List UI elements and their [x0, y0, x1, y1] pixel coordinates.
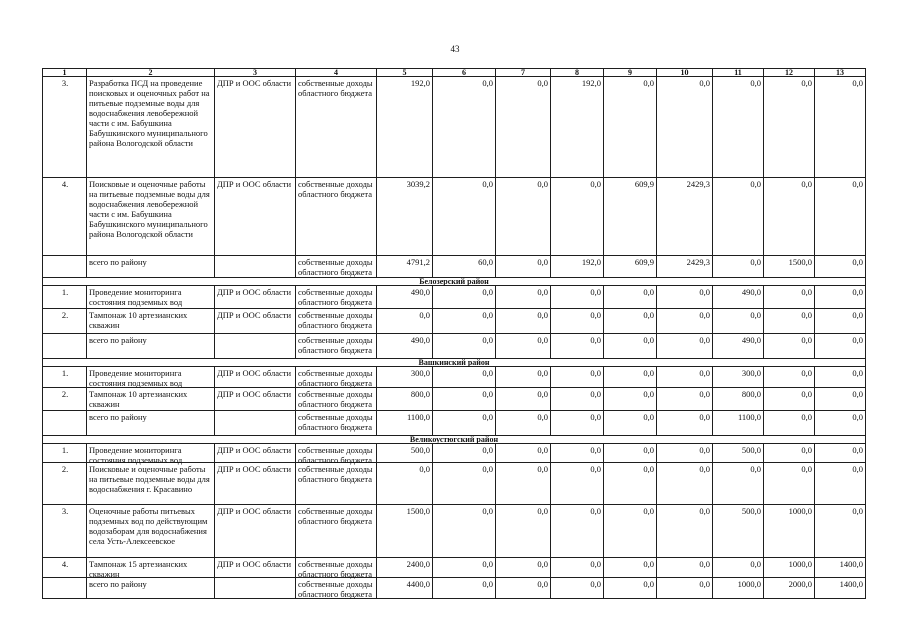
measure-name-line: скважин	[89, 399, 120, 409]
value-cell: 0,0	[657, 505, 713, 558]
value-cell: 0,0	[551, 411, 604, 436]
value-cell: 192,0	[551, 77, 604, 178]
value-cell: 0,0	[604, 309, 657, 334]
funding-source-cell	[296, 463, 377, 505]
measure-name-line: Тампонаж 10 артезианских	[89, 389, 188, 399]
value-cell: 0,0	[551, 309, 604, 334]
district-header: Белозерский район	[42, 278, 866, 286]
value-cell: 0,0	[657, 411, 713, 436]
executor-cell: ДПР и ООС области	[215, 505, 296, 558]
measure-name-cell	[87, 367, 215, 388]
value-cell: 0,0	[551, 463, 604, 505]
value-cell: 1000,0	[764, 558, 815, 578]
value-cell: 0,0	[764, 334, 815, 359]
total-row	[42, 256, 866, 278]
value-cell: 0,0	[433, 309, 496, 334]
column-header: 4	[296, 68, 377, 77]
table-row	[42, 444, 866, 463]
column-header: 2	[87, 68, 215, 77]
funding-source-cell	[296, 334, 377, 359]
column-header: 9	[604, 68, 657, 77]
total-row	[42, 334, 866, 359]
column-header: 13	[815, 68, 866, 77]
row-number-cell: 3.	[42, 77, 87, 178]
value-cell: 2400,0	[377, 558, 433, 578]
column-header: 6	[433, 68, 496, 77]
value-cell: 0,0	[496, 309, 551, 334]
value-cell: 1100,0	[377, 411, 433, 436]
measure-name-line: поисковых и оценочных работ на	[89, 88, 210, 98]
value-cell: 0,0	[604, 505, 657, 558]
measure-name-cell	[87, 411, 215, 436]
total-row	[42, 578, 866, 599]
funding-source-line: областного бюджета	[298, 589, 373, 599]
measure-name-cell	[87, 77, 215, 178]
value-cell: 1000,0	[713, 578, 764, 599]
value-cell: 490,0	[713, 334, 764, 359]
value-cell: 0,0	[764, 411, 815, 436]
value-cell: 1100,0	[713, 411, 764, 436]
table-row	[42, 367, 866, 388]
measure-name-line: всего по району	[89, 257, 147, 267]
funding-source-cell	[296, 286, 377, 309]
funding-source-line: областного бюджета	[298, 422, 373, 432]
funding-source-line: областного бюджета	[298, 378, 373, 388]
table-row	[42, 505, 866, 558]
value-cell: 0,0	[496, 444, 551, 463]
row-number-cell	[42, 411, 87, 436]
measure-name-line: состояния подземных вод	[89, 455, 183, 465]
row-number-cell: 2.	[42, 388, 87, 411]
value-cell: 0,0	[657, 558, 713, 578]
funding-source-cell	[296, 178, 377, 256]
column-header-row	[42, 68, 866, 77]
value-cell: 0,0	[815, 367, 866, 388]
value-cell: 0,0	[551, 286, 604, 309]
executor-cell	[215, 578, 296, 599]
measure-name-line: всего по району	[89, 412, 147, 422]
measure-name-cell	[87, 505, 215, 558]
funding-source-cell	[296, 505, 377, 558]
measure-name-line: части с им. Бабушкина	[89, 118, 172, 128]
measure-name-line: водоснабжения г. Красавино	[89, 484, 193, 494]
value-cell: 300,0	[713, 367, 764, 388]
measure-name-line: состояния подземных вод	[89, 297, 183, 307]
column-header: 10	[657, 68, 713, 77]
value-cell: 0,0	[604, 411, 657, 436]
value-cell: 192,0	[551, 256, 604, 278]
column-header: 12	[764, 68, 815, 77]
funding-source-cell	[296, 77, 377, 178]
funding-source-line: областного бюджета	[298, 399, 373, 409]
funding-source-line: собственные доходы	[298, 287, 373, 297]
executor-cell: ДПР и ООС области	[215, 388, 296, 411]
value-cell: 0,0	[433, 178, 496, 256]
executor-cell	[215, 334, 296, 359]
value-cell: 0,0	[496, 178, 551, 256]
value-cell: 0,0	[433, 367, 496, 388]
row-number-cell: 3.	[42, 505, 87, 558]
funding-source-line: собственные доходы	[298, 257, 373, 267]
value-cell: 0,0	[604, 578, 657, 599]
district-header: Вашкинский район	[42, 359, 866, 367]
column-header: 11	[713, 68, 764, 77]
value-cell: 500,0	[713, 444, 764, 463]
measure-name-line: всего по району	[89, 579, 147, 589]
value-cell: 0,0	[496, 505, 551, 558]
measure-name-line: водоснабжения левобережной	[89, 199, 199, 209]
value-cell: 0,0	[496, 463, 551, 505]
column-header: 1	[42, 68, 87, 77]
value-cell: 0,0	[496, 334, 551, 359]
measure-name-line: Проведение мониторинга	[89, 368, 182, 378]
value-cell: 0,0	[496, 286, 551, 309]
value-cell: 0,0	[604, 77, 657, 178]
value-cell: 0,0	[433, 505, 496, 558]
executor-cell: ДПР и ООС области	[215, 309, 296, 334]
value-cell: 0,0	[433, 558, 496, 578]
value-cell: 0,0	[551, 578, 604, 599]
column-header: 7	[496, 68, 551, 77]
measure-name-cell	[87, 178, 215, 256]
executor-cell: ДПР и ООС области	[215, 77, 296, 178]
row-number-cell	[42, 578, 87, 599]
value-cell: 0,0	[815, 463, 866, 505]
value-cell: 609,9	[604, 178, 657, 256]
measure-name-line: скважин	[89, 320, 120, 330]
measure-name-cell	[87, 463, 215, 505]
value-cell: 0,0	[815, 505, 866, 558]
district-header-row	[42, 359, 866, 367]
measure-name-line: Поисковые и оценочные работы	[89, 464, 206, 474]
value-cell: 300,0	[377, 367, 433, 388]
funding-source-cell	[296, 558, 377, 578]
table-row	[42, 463, 866, 505]
row-number-cell	[42, 334, 87, 359]
funding-source-line: собственные доходы	[298, 389, 373, 399]
value-cell: 0,0	[657, 334, 713, 359]
value-cell: 0,0	[657, 77, 713, 178]
funding-source-line: собственные доходы	[298, 464, 373, 474]
value-cell: 1500,0	[764, 256, 815, 278]
funding-source-line: собственные доходы	[298, 506, 373, 516]
column-header: 8	[551, 68, 604, 77]
measure-name-line: Оценочные работы питьевых	[89, 506, 195, 516]
funding-source-line: собственные доходы	[298, 559, 373, 569]
value-cell: 0,0	[815, 77, 866, 178]
table-row	[42, 309, 866, 334]
funding-source-cell	[296, 388, 377, 411]
value-cell: 0,0	[657, 367, 713, 388]
table-row	[42, 77, 866, 178]
value-cell: 0,0	[496, 578, 551, 599]
value-cell: 0,0	[657, 286, 713, 309]
funding-source-line: областного бюджета	[298, 267, 373, 277]
value-cell: 0,0	[713, 463, 764, 505]
measure-name-line: Бабушкинского муниципального	[89, 128, 208, 138]
value-cell: 0,0	[551, 334, 604, 359]
value-cell: 0,0	[764, 388, 815, 411]
table-row	[42, 388, 866, 411]
value-cell: 0,0	[433, 77, 496, 178]
district-header-row	[42, 436, 866, 444]
column-header: 3	[215, 68, 296, 77]
value-cell: 0,0	[433, 463, 496, 505]
value-cell: 1400,0	[815, 558, 866, 578]
measure-name-line: села Усть-Алексеевское	[89, 536, 176, 546]
row-number-cell: 4.	[42, 178, 87, 256]
value-cell: 0,0	[713, 256, 764, 278]
value-cell: 1400,0	[815, 578, 866, 599]
value-cell: 0,0	[815, 256, 866, 278]
value-cell: 500,0	[377, 444, 433, 463]
funding-source-line: областного бюджета	[298, 189, 373, 199]
measure-name-cell	[87, 388, 215, 411]
executor-cell	[215, 256, 296, 278]
measure-name-line: района Вологодской области	[89, 229, 193, 239]
value-cell: 192,0	[377, 77, 433, 178]
value-cell: 800,0	[713, 388, 764, 411]
value-cell: 0,0	[496, 411, 551, 436]
funding-source-line: областного бюджета	[298, 88, 373, 98]
value-cell: 490,0	[377, 334, 433, 359]
value-cell: 0,0	[604, 463, 657, 505]
value-cell: 0,0	[433, 334, 496, 359]
funding-source-line: областного бюджета	[298, 320, 373, 330]
funding-source-cell	[296, 578, 377, 599]
table-row	[42, 558, 866, 578]
funding-source-line: областного бюджета	[298, 297, 373, 307]
value-cell: 0,0	[657, 388, 713, 411]
value-cell: 0,0	[713, 77, 764, 178]
value-cell: 2429,3	[657, 256, 713, 278]
value-cell: 0,0	[551, 178, 604, 256]
row-number-cell	[42, 256, 87, 278]
measure-name-line: на питьевые подземные воды для	[89, 474, 210, 484]
measure-name-line: Тампонаж 15 артезианских	[89, 559, 188, 569]
row-number-cell: 4.	[42, 558, 87, 578]
funding-source-line: областного бюджета	[298, 455, 373, 465]
measure-name-line: района Вологодской области	[89, 138, 193, 148]
funding-source-line: собственные доходы	[298, 310, 373, 320]
funding-source-cell	[296, 256, 377, 278]
value-cell: 0,0	[496, 367, 551, 388]
value-cell: 0,0	[604, 388, 657, 411]
value-cell: 0,0	[713, 178, 764, 256]
funding-source-line: областного бюджета	[298, 345, 373, 355]
value-cell: 0,0	[815, 286, 866, 309]
value-cell: 0,0	[815, 178, 866, 256]
funding-source-cell	[296, 411, 377, 436]
executor-cell: ДПР и ООС области	[215, 286, 296, 309]
measure-name-line: части с им. Бабушкина	[89, 209, 172, 219]
funding-source-line: собственные доходы	[298, 335, 373, 345]
measure-name-line: Тампонаж 10 артезианских	[89, 310, 188, 320]
value-cell: 490,0	[713, 286, 764, 309]
funding-source-cell	[296, 309, 377, 334]
measure-name-line: Бабушкинского муниципального	[89, 219, 208, 229]
table-row	[42, 178, 866, 256]
value-cell: 0,0	[433, 578, 496, 599]
executor-cell: ДПР и ООС области	[215, 463, 296, 505]
value-cell: 0,0	[713, 309, 764, 334]
executor-cell	[215, 411, 296, 436]
district-header-row	[42, 278, 866, 286]
value-cell: 0,0	[604, 444, 657, 463]
value-cell: 0,0	[433, 411, 496, 436]
measure-name-line: Разработка ПСД на проведение	[89, 78, 203, 88]
value-cell: 0,0	[764, 444, 815, 463]
value-cell: 0,0	[496, 388, 551, 411]
page-number: 43	[450, 44, 460, 54]
district-header: Великоустюгский район	[42, 436, 866, 444]
value-cell: 0,0	[496, 256, 551, 278]
measure-name-line: подземных вод по действующим	[89, 516, 208, 526]
funding-source-line: собственные доходы	[298, 412, 373, 422]
value-cell: 0,0	[764, 77, 815, 178]
value-cell: 0,0	[815, 411, 866, 436]
value-cell: 4791,2	[377, 256, 433, 278]
value-cell: 500,0	[713, 505, 764, 558]
value-cell: 0,0	[604, 286, 657, 309]
value-cell: 490,0	[377, 286, 433, 309]
measure-name-cell	[87, 444, 215, 463]
value-cell: 2000,0	[764, 578, 815, 599]
value-cell: 0,0	[657, 444, 713, 463]
value-cell: 0,0	[496, 77, 551, 178]
value-cell: 2429,3	[657, 178, 713, 256]
measure-name-line: питьевые подземные воды для	[89, 98, 200, 108]
funding-source-line: областного бюджета	[298, 474, 373, 484]
value-cell: 0,0	[551, 444, 604, 463]
funding-source-line: областного бюджета	[298, 516, 373, 526]
value-cell: 3039,2	[377, 178, 433, 256]
value-cell: 1000,0	[764, 505, 815, 558]
measure-name-cell	[87, 286, 215, 309]
value-cell: 0,0	[551, 558, 604, 578]
measure-name-cell	[87, 256, 215, 278]
value-cell: 0,0	[764, 286, 815, 309]
measure-name-line: водозаборам для водоснабжения	[89, 526, 207, 536]
value-cell: 0,0	[815, 334, 866, 359]
row-number-cell: 1.	[42, 367, 87, 388]
budget-table	[42, 68, 866, 599]
measure-name-line: Проведение мониторинга	[89, 445, 182, 455]
value-cell: 0,0	[551, 388, 604, 411]
value-cell: 0,0	[815, 309, 866, 334]
row-number-cell: 1.	[42, 444, 87, 463]
row-number-cell: 1.	[42, 286, 87, 309]
column-header: 5	[377, 68, 433, 77]
executor-cell: ДПР и ООС области	[215, 367, 296, 388]
value-cell: 0,0	[551, 505, 604, 558]
measure-name-cell	[87, 334, 215, 359]
measure-name-line: Поисковые и оценочные работы	[89, 179, 206, 189]
value-cell: 4400,0	[377, 578, 433, 599]
value-cell: 0,0	[657, 463, 713, 505]
value-cell: 0,0	[764, 178, 815, 256]
funding-source-line: собственные доходы	[298, 78, 373, 88]
value-cell: 0,0	[377, 309, 433, 334]
value-cell: 60,0	[433, 256, 496, 278]
funding-source-line: областного бюджета	[298, 569, 373, 579]
table-row	[42, 286, 866, 309]
funding-source-line: собственные доходы	[298, 445, 373, 455]
value-cell: 800,0	[377, 388, 433, 411]
value-cell: 0,0	[604, 558, 657, 578]
executor-cell: ДПР и ООС области	[215, 178, 296, 256]
row-number-cell: 2.	[42, 309, 87, 334]
measure-name-line: скважин	[89, 569, 120, 579]
funding-source-line: собственные доходы	[298, 179, 373, 189]
value-cell: 0,0	[657, 578, 713, 599]
measure-name-line: всего по району	[89, 335, 147, 345]
value-cell: 0,0	[815, 388, 866, 411]
value-cell: 0,0	[604, 334, 657, 359]
measure-name-cell	[87, 558, 215, 578]
executor-cell: ДПР и ООС области	[215, 558, 296, 578]
value-cell: 0,0	[764, 309, 815, 334]
funding-source-line: собственные доходы	[298, 368, 373, 378]
funding-source-cell	[296, 444, 377, 463]
row-number-cell: 2.	[42, 463, 87, 505]
value-cell: 0,0	[815, 444, 866, 463]
value-cell: 0,0	[604, 367, 657, 388]
funding-source-cell	[296, 367, 377, 388]
value-cell: 0,0	[657, 309, 713, 334]
value-cell: 609,9	[604, 256, 657, 278]
value-cell: 0,0	[496, 558, 551, 578]
measure-name-line: на питьевые подземные воды для	[89, 189, 210, 199]
value-cell: 0,0	[377, 463, 433, 505]
measure-name-line: состояния подземных вод	[89, 378, 183, 388]
value-cell: 0,0	[433, 286, 496, 309]
value-cell: 1500,0	[377, 505, 433, 558]
funding-source-line: собственные доходы	[298, 579, 373, 589]
measure-name-cell	[87, 309, 215, 334]
measure-name-line: Проведение мониторинга	[89, 287, 182, 297]
value-cell: 0,0	[764, 463, 815, 505]
value-cell: 0,0	[713, 558, 764, 578]
measure-name-cell	[87, 578, 215, 599]
value-cell: 0,0	[433, 444, 496, 463]
value-cell: 0,0	[433, 388, 496, 411]
measure-name-line: водоснабжения левобережной	[89, 108, 199, 118]
value-cell: 0,0	[764, 367, 815, 388]
executor-cell: ДПР и ООС области	[215, 444, 296, 463]
value-cell: 0,0	[551, 367, 604, 388]
total-row	[42, 411, 866, 436]
